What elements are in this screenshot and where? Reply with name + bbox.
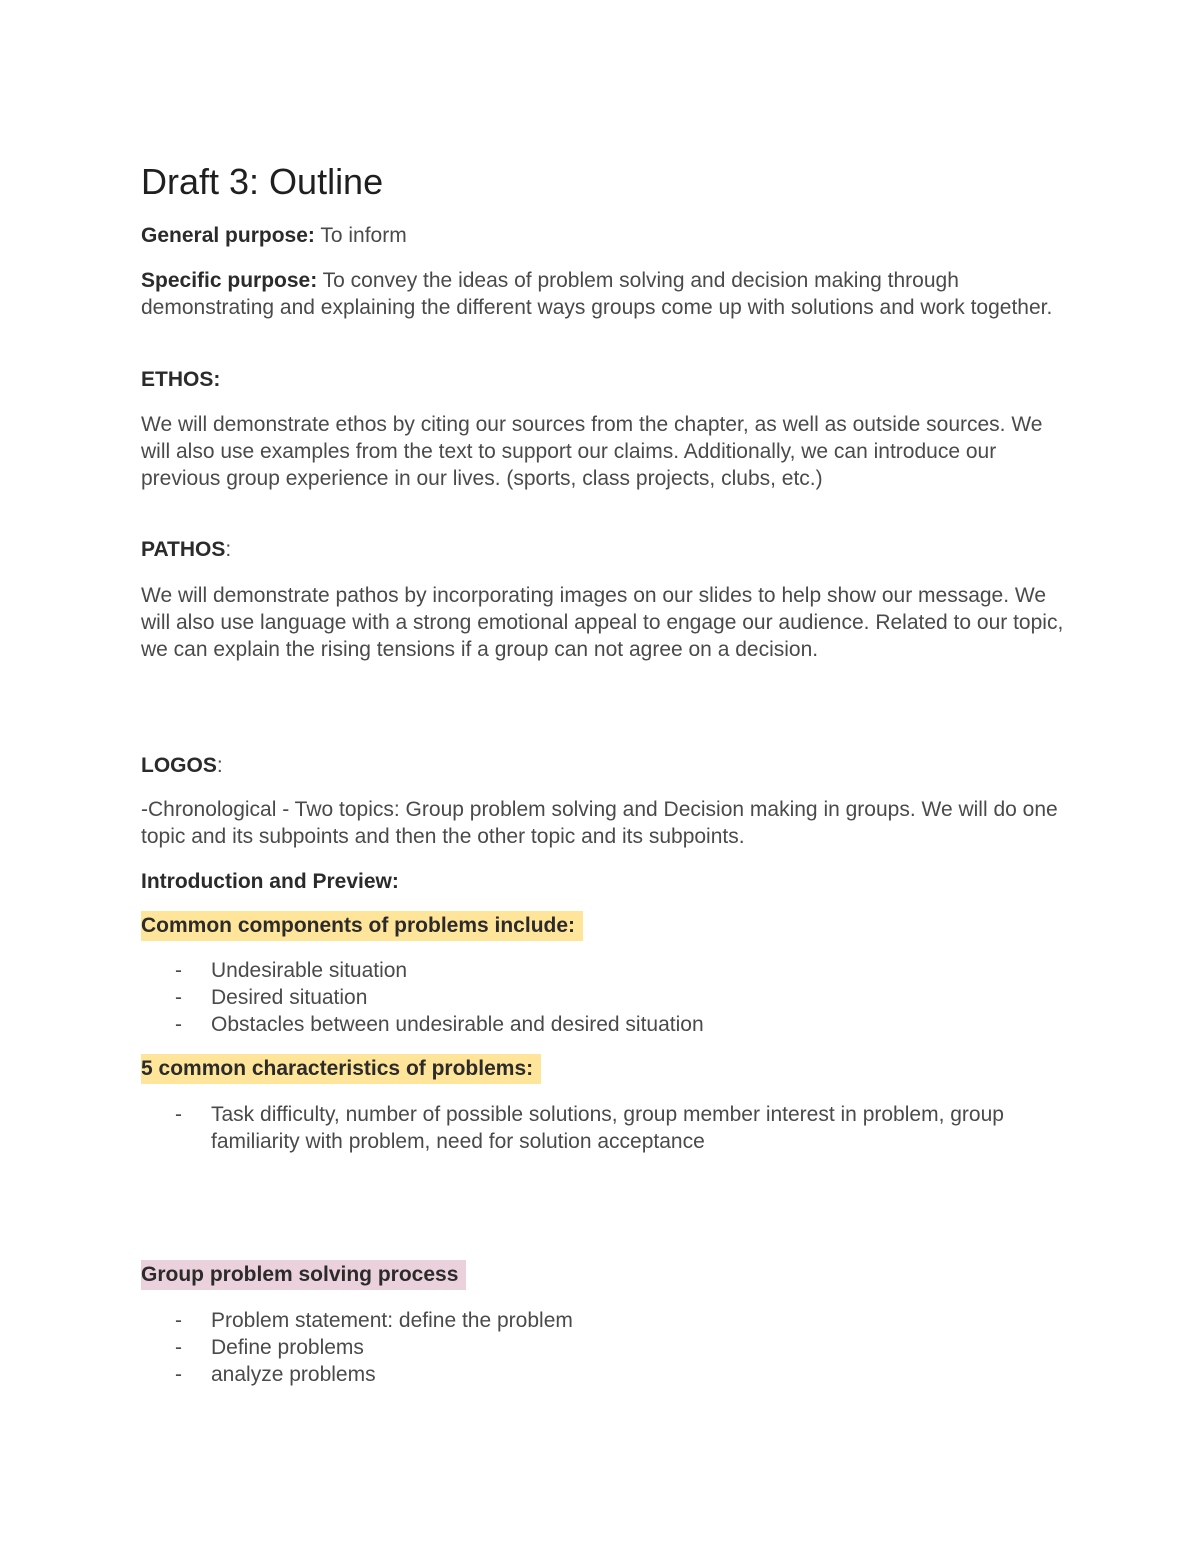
list-item [141,984,1071,1011]
pathos-heading-colon: : [225,538,232,561]
ethos-paragraph: We will demonstrate ethos by citing our sources from the chapter, as well as outside sources. We will also use examples from the text to support our claims. Additionally, we can introduce our previous group experience in our lives. (sports, class projects, clubs, etc.) [141,413,1043,490]
general-purpose-text: To inform [314,224,407,247]
specific-purpose-text: To convey the ideas of problem solving and decision making through demonstrating and explaining the different ways groups come up with solutions and work together. [141,269,1053,319]
general-purpose-label: General purpose: [141,224,315,247]
list-item [141,1307,1071,1334]
list-item-text: Problem statement: define the problem [211,1309,573,1332]
page-title: Draft 3: Outline [141,161,384,202]
general-purpose-paragraph [141,222,1071,249]
list-item [141,1011,1071,1038]
dash-marker: - [175,986,182,1009]
intro-heading-text: Introduction and Preview: [141,870,399,893]
dash-marker: - [175,1336,182,1359]
specific-purpose-paragraph [141,267,1071,321]
characteristics-list [141,1101,1071,1155]
logos-heading-text: LOGOS [141,754,217,777]
list-item [141,1361,1071,1388]
list-item-text: Task difficulty, number of possible solutions, group member interest in problem, group familiarity with problem, need for solution acceptance [211,1103,1004,1153]
pathos-paragraph: We will demonstrate pathos by incorporating images on our slides to help show our message. We will also use language with a strong emotional appeal to engage our audience. Related to our topic, we can explain the rising tensions if a group can not agree on a decision. [141,584,1064,661]
logos-paragraph: -Chronological - Two topics: Group problem solving and Decision making in groups. We will do one topic and its subpoints and then the other topic and its subpoints. [141,798,1058,848]
process-heading-highlight: Group problem solving process [141,1260,466,1290]
list-item-text: Desired situation [211,986,368,1009]
dash-marker: - [175,1103,182,1126]
logos-heading-colon: : [216,754,223,777]
characteristics-heading-highlight: 5 common characteristics of problems: [141,1054,541,1084]
list-item [141,1101,1071,1155]
list-item-text: Define problems [211,1336,364,1359]
ethos-heading [141,366,220,393]
pathos-heading-text: PATHOS [141,538,226,561]
logos-heading [141,752,223,779]
list-item [141,957,1071,984]
ethos-heading-text: ETHOS: [141,368,221,391]
pathos-heading [141,536,231,563]
components-heading [141,911,583,941]
dash-marker: - [175,1309,182,1332]
list-item-text: analyze problems [211,1363,376,1386]
intro-heading [141,868,399,895]
dash-marker: - [175,959,182,982]
list-item [141,1334,1071,1361]
process-list [141,1307,1071,1388]
list-item-text: Obstacles between undesirable and desired situation [211,1013,704,1036]
characteristics-heading [141,1054,541,1084]
components-heading-highlight: Common components of problems include: [141,911,583,941]
dash-marker: - [175,1013,182,1036]
process-heading [141,1260,466,1290]
components-list [141,957,1071,1038]
dash-marker: - [175,1363,182,1386]
specific-purpose-label: Specific purpose: [141,269,318,292]
list-item-text: Undesirable situation [211,959,408,982]
